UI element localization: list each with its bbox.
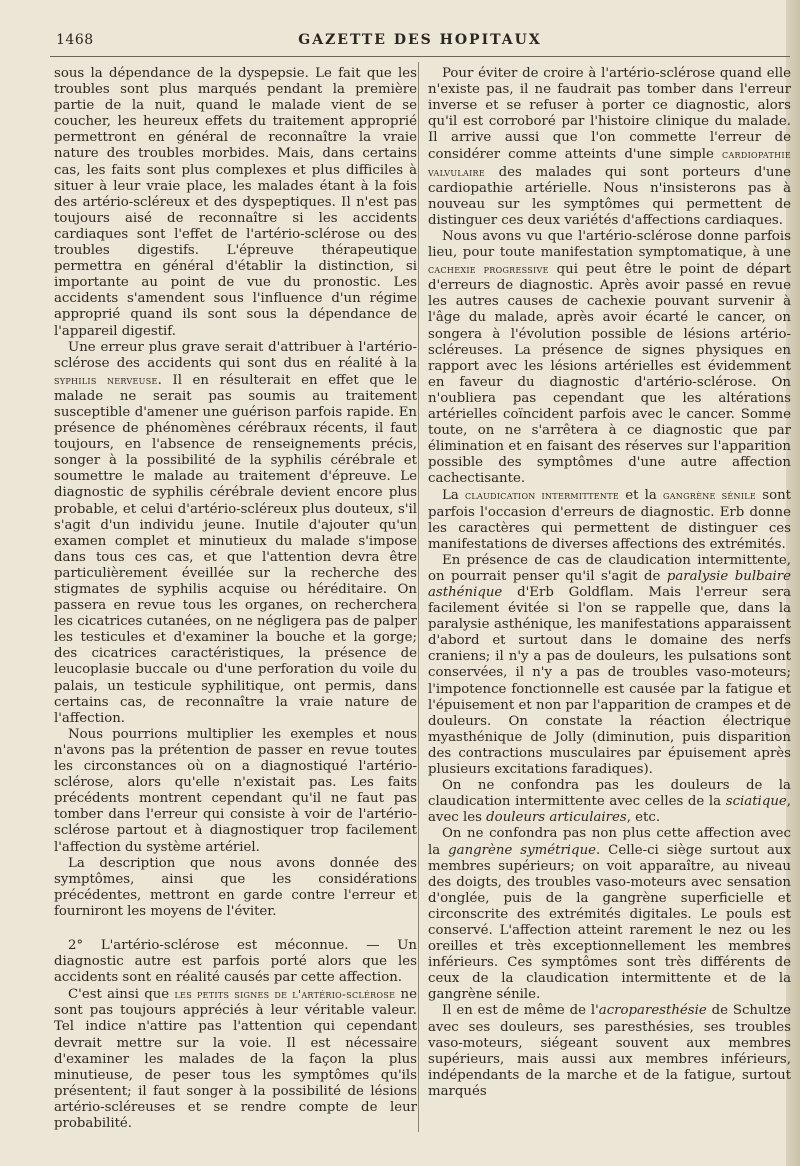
small-caps-term: les petits signes de l'artério-sclérose: [174, 987, 396, 1002]
text-run: On ne confondra pas non plus cette affection avec la: [428, 826, 791, 858]
text-run: — Un diagnostic autre est parfois porté alors que les accidents sont en réalité causés par cette affection.: [54, 937, 417, 986]
text-run: des malades qui sont porteurs d'une cardiopathie artérielle. Nous n'insisterons pas à nouveau sur les symptômes qui permettent de distinguer ces deux variétés d'affections cardiaques.: [428, 164, 791, 228]
italic-term: acroparesthésie: [598, 1003, 707, 1019]
paragraph: [428, 778, 791, 826]
text-run: , avec les: [428, 794, 791, 826]
text-run: qui peut être le point de départ d'erreurs de diagnostic. Après avoir passé en revue les autres causes de cachexie pouvant survenir à l'âge du malade, après avoir écarté le cancer, on songera à l'évolution possible de lésions artério-scléreuses. La présence de signes physiques en rapport avec les lésions artérielles est évidemment en faveur du diagnostic d'artério-sclérose. On n'oubliera pas cependant que les altérations artérielles coïncident parfois avec le cancer. Somme toute, on ne s'arrêtera à ce diagnostic que par élimination et en faisant des réserves sur l'apparition possible des symptômes d'une autre affection cachectisante.: [428, 262, 791, 487]
italic-term: sciatique: [725, 794, 787, 810]
paragraph: Nous pourrions multiplier les exemples et nous n'avons pas la prétention de passer en revue toutes les circonstances où on a diagnostiqué l'artério-sclérose, alors qu'elle n'existait pas. Les faits précédents montrent cependant qu'il ne faut pas tomber dans l'erreur qui consiste à voir de l'artério-sclérose partout et à diagnostiquer trop facilement l'affection du système artériel.: [54, 726, 417, 855]
paragraph: [428, 553, 791, 778]
italic-term: douleurs articulaires: [486, 810, 627, 826]
text-run: d'Erb Goldflam. Mais l'erreur sera facilement évitée si l'on se rappelle que, dans la paralysie asthénique, les manifestations apparaissent d'abord et surtout dans le domaine des nerfs craniens; il n'y a pas de douleurs, les pulsations sont conservées, il n'y a pas de troubles vaso-moteurs; l'impotence fonctionnelle est causée par la fatigue et l'épuisement et non par l'apparition de crampes et de douleurs. On constate la réaction électrique myasthénique de Jolly (diminution, puis disparition des contractions musculaires par épuisement après plusieurs excitations faradiques).: [428, 585, 791, 778]
text-run: sont parfois l'occasion d'erreurs de diagnostic. Erb donne les caractères qui permettent de distinguer ces manifestations de diverses affections des extrémités.: [428, 488, 791, 552]
paragraph: [428, 66, 791, 229]
paragraph: [428, 229, 791, 488]
small-caps-term: cardiopathie valvulaire: [428, 147, 792, 179]
text-run: , etc.: [626, 810, 661, 826]
text-run: On ne confondra pas les douleurs de la claudication intermittente avec celles de la: [428, 778, 791, 810]
text-run: Nous avons vu que l'artério-sclérose donne parfois lieu, pour toute manifestation symptomatique, à une: [428, 228, 791, 261]
text-run: Il en est de même de l': [442, 1003, 599, 1019]
small-caps-term: cachexie progressive: [428, 262, 549, 277]
text-run: La: [442, 488, 459, 504]
section-heading-paragraph: [54, 938, 417, 986]
text-run: Pour éviter de croire à l'artério-sclérose quand elle n'existe pas, il ne faudrait pas tomber dans l'erreur inverse et se refuser à porter ce diagnostic, alors qu'il est corroboré par l'histoire clinique du malade. Il arrive aussi que l'on commette l'erreur de considérer comme atteints d'une simple: [428, 66, 791, 163]
page-number: 1468: [56, 32, 94, 48]
text-run: de Schultze avec ses douleurs, ses paresthésies, ses troubles vaso-moteurs, siégeant souvent aux membres supérieurs, mais aussi aux membres inférieurs, indépendants de la marche et de la fatigue, surtout marqués: [428, 1003, 791, 1099]
right-column: [428, 66, 791, 1100]
text-run: En présence de cas de claudication intermittente, on pourrait penser qu'il s'agit de: [428, 552, 791, 584]
paragraph: [54, 340, 417, 727]
text-run: . Celle-ci siège surtout aux membres supérieurs; on voit apparaître, au niveau des doigts, des troubles vaso-moteurs avec sensation d'onglée, puis de la gangrène superficielle et circonscrite des extrémités digitales. Le pouls est conservé. L'affection atteint rarement le nez ou les oreilles et très exceptionnellement les membres inférieurs. Ces symptômes sont très différents de ceux de la claudication intermittente et de la gangrène sénile.: [428, 842, 791, 1003]
running-head: [50, 22, 790, 48]
small-caps-term: claudication intermittente: [464, 488, 619, 503]
italic-term: gangrène symétrique: [448, 842, 596, 858]
italic-term: paralysie bulbaire asthénique: [428, 568, 792, 600]
text-run: ne sont pas toujours appréciés à leur véritable valeur. Tel indice n'attire pas l'attention qui cependant devrait mettre sur la voie. Il est nécessaire d'examiner les malades de la façon la plus minutieuse, de peser tous les symptômes qu'ils présentent; il faut songer à la possibilité de lésions artério-scléreuses et se rendre compte de leur probabilité.: [54, 987, 417, 1131]
column-divider: [418, 62, 419, 1132]
paragraph: sous la dépendance de la dyspepsie. Le fait que les troubles sont plus marqués pendant la première partie de la nuit, quand le malade vient de se coucher, les heureux effets du traitement approprié permettront en général de reconnaître la vraie nature des troubles morbides. Mais, dans certains cas, les faits sont plus complexes et plus difficiles à situer à leur vraie place, les malades étant à la fois des artério-scléreux et des dyspeptiques. Il n'est pas toujours aisé de reconnaître si les accidents cardiaques sont l'effet de l'artério-sclérose ou des troubles digestifs. L'épreuve thérapeutique permettra en général d'établir la distinction, si importante au point de vue du pronostic. Les accidents s'amendent sous l'influence d'un régime approprié quand ils sont sous la dépendance de l'appareil digestif.: [54, 66, 417, 339]
text-run: et la: [619, 488, 657, 504]
text-run: C'est ainsi que: [68, 987, 170, 1003]
paragraph: La description que nous avons donnée des symptômes, ainsi que les considérations précédentes, mettront en garde contre l'erreur et fourniront les moyens de l'éviter.: [54, 855, 417, 919]
text-run: . Il en résulterait en effet que le malade ne serait pas soumis au traitement susceptible d'amener une guérison parfois rapide. En présence de phénomènes cérébraux récents, il faut toujours, en l'absence de renseignements précis, songer à la possibilité de la syphilis cérébrale et soumettre le malade au traitement d'épreuve. Le diagnostic de syphilis cérébrale devient encore plus probable, et celui d'artério-scléreux plus douteux, s'il s'agit d'un individu jeune. Inutile d'ajouter qu'un examen complet et minutieux du malade s'impose dans tous ces cas, et que l'attention devra être particulièrement éveillée sur la recherche des stigmates de syphilis acquise ou héréditaire. On passera en revue tous les organes, on recherchera les cicatrices cutanées, on ne négligera pas de palper les testicules et d'examiner la bouche et la gorge; des cicatrices caractéristiques, la présence de leucoplasie buccale ou d'une perforation du voile du palais, un testicule syphilitique, ont permis, dans certains cas, de reconnaître la vraie nature de l'affection.: [54, 372, 417, 726]
paragraph: [428, 1003, 791, 1100]
paragraph: [428, 487, 791, 552]
paragraph: [54, 986, 417, 1132]
small-caps-term: gangrène sénile: [663, 488, 757, 503]
paragraph: [428, 826, 791, 1003]
section-heading: 2° L'artério-sclérose est méconnue.: [68, 937, 349, 953]
journal-title: GAZETTE DES HOPITAUX: [298, 32, 542, 48]
header-rule: [50, 56, 790, 57]
text-run: Une erreur plus grave serait d'attribuer à l'artério-sclérose des accidents qui sont dus en réalité à la: [54, 339, 417, 371]
left-column: [54, 66, 417, 1132]
small-caps-term: syphilis nerveuse: [54, 372, 158, 387]
